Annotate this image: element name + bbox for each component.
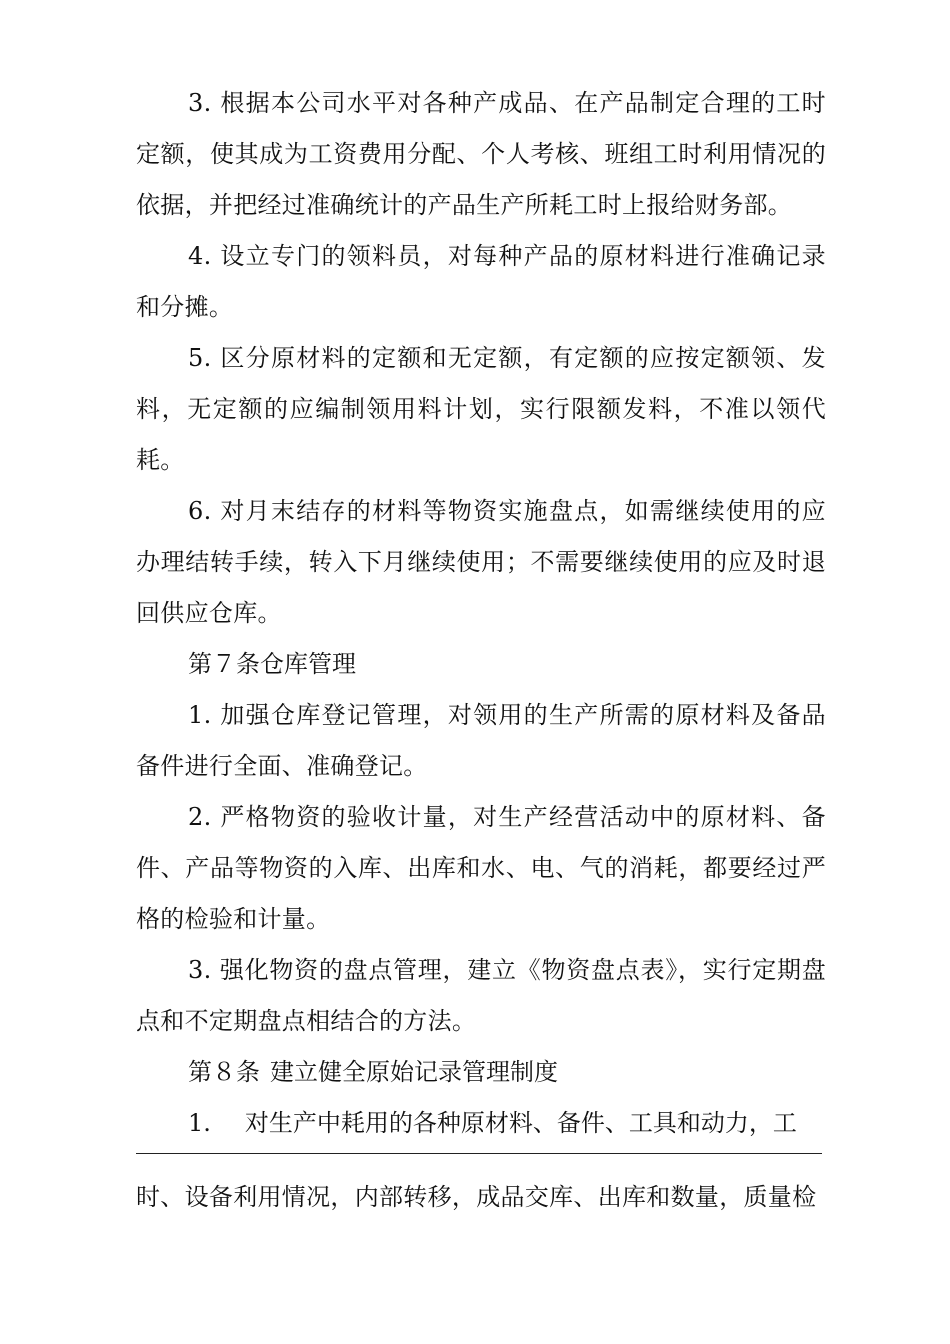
paragraph-item-5: 5. 区分原材料的定额和无定额，有定额的应按定额领、发料，无定额的应编制领用料计划，实行限额发料，不准以领代耗。	[136, 344, 826, 474]
article-8-title: 建立健全原始记录管理制度	[270, 1058, 558, 1086]
article-8-heading	[136, 1047, 826, 1098]
article-8-item-1	[136, 1098, 826, 1149]
paragraph-item-3: 3. 根据本公司水平对各种产成品、在产品制定合理的工时定额，使其成为工资费用分配、个人考核、班组工时利用情况的依据，并把经过准确统计的产品生产所耗工时上报给财务部。	[136, 89, 826, 219]
text-body-upper	[136, 78, 826, 1149]
paragraph-item-6: 6. 对月末结存的材料等物资实施盘点，如需继续使用的应办理结转手续，转入下月继续使用；不需要继续使用的应及时退回供应仓库。	[136, 497, 826, 627]
article-8-item-1-text: 对生产中耗用的各种原材料、备件、工具和动力，工	[244, 1109, 797, 1137]
article-7-item-3: 3. 强化物资的盘点管理，建立《物资盘点表》，实行定期盘点和不定期盘点相结合的方法。	[136, 956, 826, 1035]
continuation-line: 时、设备利用情况，内部转移，成品交库、出库和数量，质量检	[136, 1183, 817, 1211]
article-8-item-1-number: 1.	[188, 1109, 211, 1137]
article-8-prefix: 第８条	[188, 1058, 260, 1086]
article-7-item-2: 2. 严格物资的验收计量，对生产经营活动中的原材料、备件、产品等物资的入库、出库和水、电、气的消耗，都要经过严格的检验和计量。	[136, 803, 826, 933]
paragraph-item-4: 4. 设立专门的领料员，对每种产品的原材料进行准确记录和分摊。	[136, 242, 826, 321]
article-7-item-1: 1. 加强仓库登记管理，对领用的生产所需的原材料及备品备件进行全面、准确登记。	[136, 701, 826, 780]
page-break-divider	[136, 1153, 822, 1154]
text-body-lower	[136, 1172, 826, 1223]
article-7-heading: 第７条仓库管理	[188, 650, 356, 678]
